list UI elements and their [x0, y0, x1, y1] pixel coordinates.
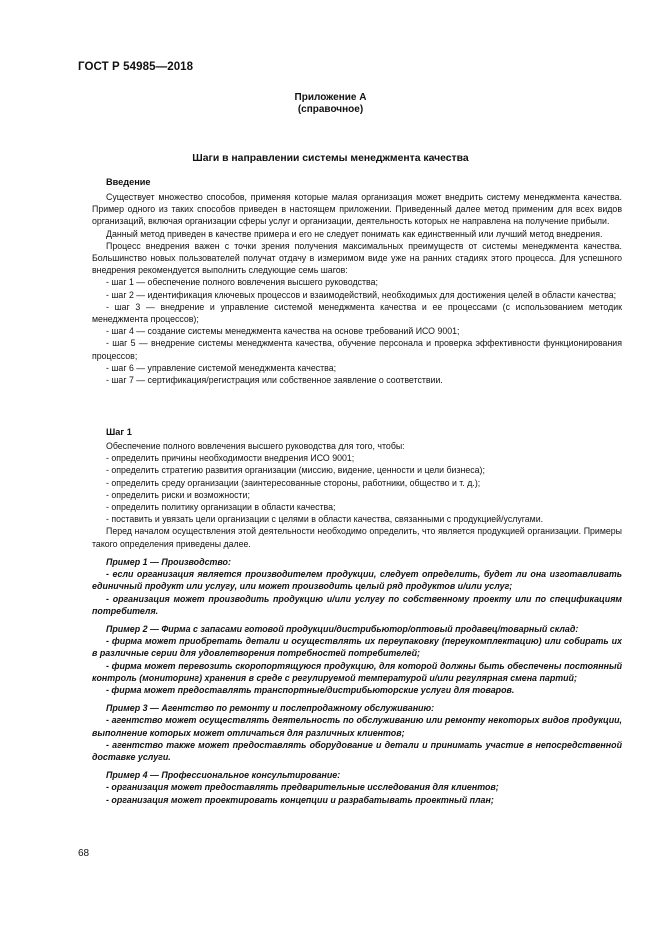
example-line: - организация может производить продукцию и/или услугу по собственному проекту или по спецификациям потребителя.: [92, 593, 622, 616]
section-title: Шаги в направлении системы менеджмента качества: [192, 153, 469, 164]
example-title: Пример 2 — Фирма с запасами готовой продукции/дистрибьютор/оптовый продавец/товарный склад:: [106, 624, 579, 635]
step-item: - шаг 7 — сертификация/регистрация или собственное заявление о соответствии.: [106, 375, 443, 386]
intro-heading: Введение: [106, 177, 151, 187]
step-item: - шаг 3 — внедрение и управление системой менеджмента качества и ее процессами (с использованием методик менеджмента процессов);: [92, 301, 622, 325]
step1-lead: Обеспечение полного вовлечения высшего руководства для того, чтобы:: [106, 441, 405, 451]
example-line: - агентство также может предоставлять оборудование и детали и принимать участие в непосредственной доставке услуги.: [92, 739, 622, 763]
example-line: - фирма может предоставлять транспортные/дистрибьюторские услуги для товаров.: [106, 685, 515, 696]
example-title: Пример 4 — Профессиональное консультирование:: [106, 770, 341, 781]
intro-paragraph: Существует множество способов, применяя которые малая организация может внедрить систему менеджмента качества. Пример одного из таких способов приведен в настоящем приложении. Приведенный далее метод применим для всех видов организаций, включая организации сферы услуг и организации, деятельность которых не направлена на получение прибыли.: [92, 192, 622, 227]
annex-title: Приложение А: [294, 92, 367, 103]
step1-item: - определить риски и возможности;: [106, 489, 250, 500]
step1-closing: Перед началом осуществления этой деятельности необходимо определить, что является продукцией организации. Примеры такого определения приведены далее.: [92, 526, 622, 549]
step1-item: - определить среду организации (заинтересованные стороны, работники, общество и т. д.);: [106, 477, 481, 488]
intro-paragraph: Данный метод приведен в качестве примера и его не следует понимать как единственный или лучший метод внедрения.: [106, 228, 603, 239]
example-line: - фирма может перевозить скоропортящуюся продукцию, для которой должны быть обеспечены постоянный контроль (мониторинг) хранения в среде с регулируемой температурой и/или регулярная смена партий;: [92, 660, 622, 683]
example-line: - организация может предоставлять предварительные исследования для клиентов;: [106, 782, 499, 793]
step-item: - шаг 1 — обеспечение полного вовлечения высшего руководства;: [106, 277, 378, 288]
example-title: Пример 3 — Агентство по ремонту и послепродажному обслуживанию:: [106, 703, 435, 714]
step1-item: - определить стратегию развития организации (миссию, видение, ценности и цели бизнеса);: [106, 465, 485, 476]
step1-item: - определить причины необходимости внедрения ИСО 9001;: [106, 453, 355, 464]
example-line: - организация может проектировать концепции и разрабатывать проектный план;: [106, 794, 494, 805]
example-title: Пример 1 — Производство:: [106, 557, 231, 567]
example-line: - если организация является производителем продукции, следует определить, будет ли она изготавливать единичный продукт или услугу, или может производить целый ряд продуктов и/или услуг;: [92, 569, 622, 592]
example-line: - фирма может приобретать детали и осуществлять их переупаковку (переукомплектацию) или собирать их в различные серии для удовлетворения потребностей потребителей;: [92, 636, 622, 659]
example-line: - агентство может осуществлять деятельность по обслуживанию или ремонту некоторых видов продукции, выполнение которых может отличаться для различных клиентов;: [92, 715, 622, 738]
document-code: ГОСТ Р 54985—2018: [78, 61, 194, 73]
step1-body: [92, 440, 622, 550]
step-item: - шаг 2 — идентификация ключевых процессов и взаимодействий, необходимых для достижения целей в области качества;: [106, 289, 617, 300]
intro-body: [92, 191, 622, 386]
step1-item: - поставить и увязать цели организации с целями в области качества, связанными с продукцией/услугами.: [106, 514, 544, 525]
step-item: - шаг 6 — управление системой менеджмента качества;: [106, 362, 337, 373]
step1-heading: Шаг 1: [106, 427, 132, 437]
step-item: - шаг 5 — внедрение системы менеджмента качества, обучение персонала и проверка эффективности функционирования процессов;: [92, 338, 622, 361]
step-item: - шаг 4 — создание системы менеджмента качества на основе требований ИСО 9001;: [106, 326, 460, 337]
examples-block: [92, 556, 622, 806]
intro-paragraph: Процесс внедрения важен с точки зрения получения максимальных преимуществ от системы менеджмента качества. Большинство новых пользователей получат отдачу в измеримом виде уже на ранних стадиях этого процесса. Для успешного внедрения рекомендуется выполнить следующие семь шагов:: [92, 240, 622, 276]
step1-item: - определить политику организации в области качества;: [106, 502, 336, 513]
annex-kind: (справочное): [297, 104, 364, 115]
page-number: 68: [78, 848, 90, 859]
